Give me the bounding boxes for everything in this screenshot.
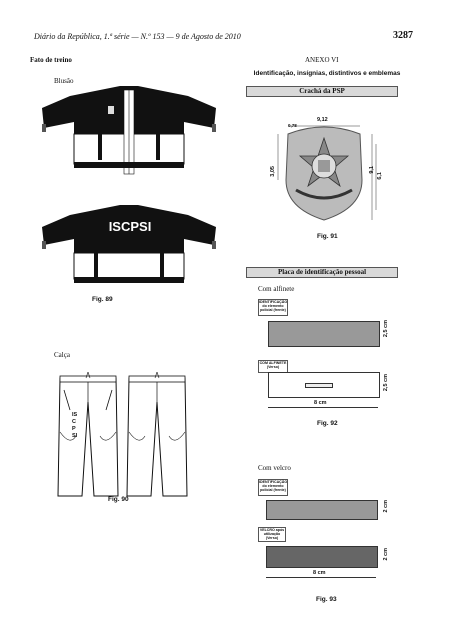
badge-dim-right-b: 6,1 bbox=[377, 172, 383, 180]
pin-width-line bbox=[268, 407, 378, 408]
pin-label: Com alfinete bbox=[258, 285, 295, 293]
trousers-vertical-text: ISCPSI bbox=[72, 412, 78, 439]
plate-heading: Placa de identificação pessoal bbox=[246, 267, 398, 278]
fig-92: Fig. 92 bbox=[317, 420, 338, 427]
annex-number: ANEXO VI bbox=[305, 56, 339, 64]
pin-dim-width: 8 cm bbox=[314, 400, 327, 406]
badge-dim-right-a: 9,1 bbox=[369, 166, 375, 174]
journal-header: Diário da República, 1.ª série — N.º 153 — 9 de Agosto de 2010 bbox=[34, 32, 241, 41]
velcro-plate-tag: IDENTIFICAÇÃO do elemento policial (frente) bbox=[258, 479, 288, 496]
badge-dim-top: 9,12 bbox=[317, 117, 328, 123]
fig-91: Fig. 91 bbox=[317, 233, 338, 240]
velcro-back-tag: VELCRO após utilização (Verso) bbox=[259, 528, 285, 541]
annex-title: Identificação, insígnias, distintivos e emblemas bbox=[253, 70, 401, 77]
trousers-front-drawing bbox=[56, 372, 120, 500]
velcro-plate-back bbox=[266, 546, 378, 568]
jacket-label: Blusão bbox=[54, 77, 74, 85]
pin-plate-tag: IDENTIFICAÇÃO do elemento policial (frente) bbox=[258, 299, 288, 316]
velcro-label: Com velcro bbox=[258, 464, 291, 472]
pin-plate-front bbox=[268, 321, 380, 347]
trousers-back-drawing bbox=[125, 372, 189, 500]
badge-heading: Crachá da PSP bbox=[246, 86, 398, 97]
jacket-front-drawing bbox=[38, 84, 220, 180]
trousers-label: Calça bbox=[54, 351, 70, 359]
pin-clasp bbox=[305, 383, 333, 388]
velcro-dim-width: 8 cm bbox=[313, 570, 326, 576]
jacket-back-drawing bbox=[38, 203, 220, 295]
velcro-width-line bbox=[266, 577, 376, 578]
pin-back-tag: COM ALFINETE (Verso) bbox=[258, 360, 288, 373]
fig-89: Fig. 89 bbox=[92, 296, 113, 303]
velcro-dim-height: 2 cm bbox=[383, 500, 389, 513]
badge-dim-left: 3,05 bbox=[270, 166, 276, 177]
pin-dim-height-b: 2,5 cm bbox=[383, 374, 389, 392]
page-number: 3287 bbox=[393, 30, 413, 41]
fig-93: Fig. 93 bbox=[316, 596, 337, 603]
psp-badge-drawing bbox=[268, 116, 380, 228]
fig-90: Fig. 90 bbox=[108, 496, 129, 503]
pin-dim-height: 2,5 cm bbox=[383, 320, 389, 338]
velcro-plate-front bbox=[266, 500, 378, 520]
jacket-back-text: ISCPSI bbox=[108, 219, 152, 234]
section-title: Fato de treino bbox=[30, 56, 72, 64]
pin-plate-back bbox=[268, 372, 380, 398]
velcro-dim-height-b: 2 cm bbox=[383, 548, 389, 561]
badge-dim-top-small: 0,78 bbox=[288, 123, 297, 128]
